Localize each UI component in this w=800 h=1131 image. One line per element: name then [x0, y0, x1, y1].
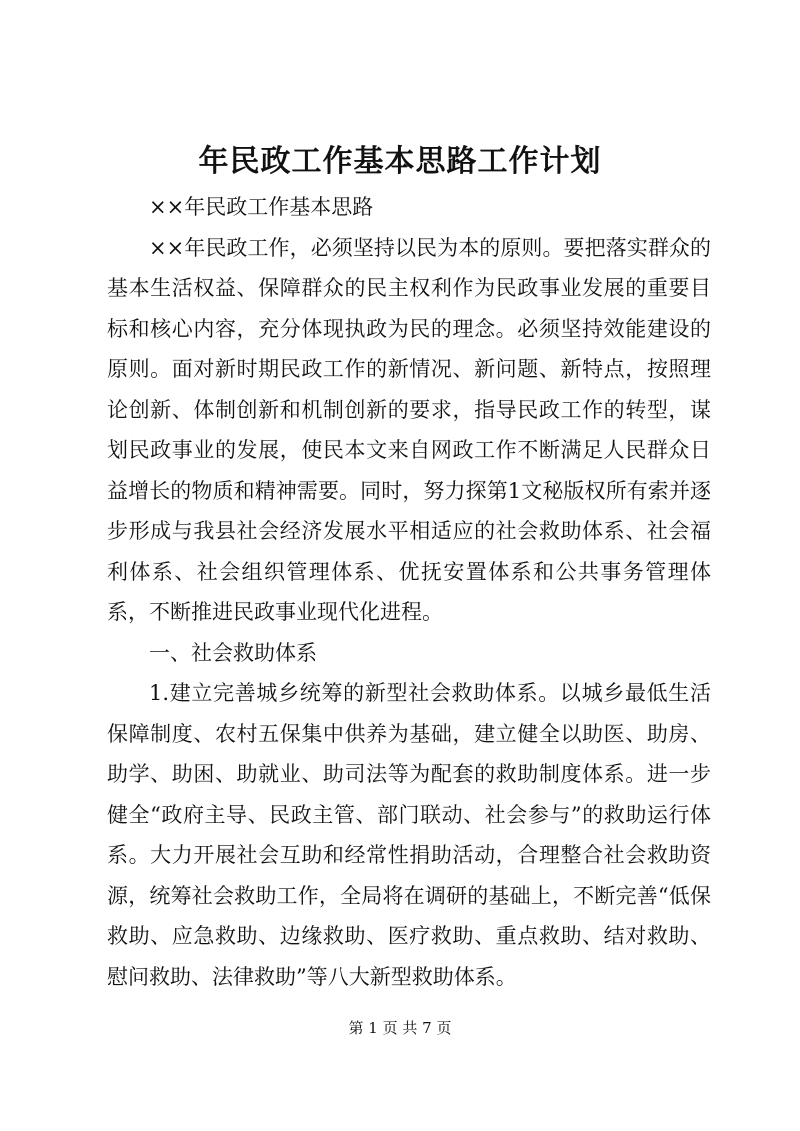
page-number-footer: 第 1 页 共 7 页: [348, 1019, 452, 1037]
document-body: [107, 187, 711, 997]
page-title: 年民政工作基本思路工作计划: [198, 144, 602, 179]
document-subtitle: ××年民政工作基本思路: [149, 195, 374, 219]
section-paragraph: 1.建立完善城乡统筹的新型社会救助体系。以城乡最低生活保障制度、农村五保集中供养为基础，建立健全以助医、助房、助学、助困、助就业、助司法等为配套的救助制度体系。进一步健全“政府主导、民政主管、部门联动、社会参与”的救助运行体系。大力开展社会互助和经常性捐助活动，合理整合社会救助资源，统筹社会救助工作，全局将在调研的基础上，不断完善“低保救助、应急救助、边缘救助、医疗救助、重点救助、结对救助、慰问救助、法律救助”等八大新型救助体系。: [107, 681, 711, 989]
intro-paragraph: ××年民政工作，必须坚持以民为本的原则。要把落实群众的基本生活权益、保障群众的民主权利作为民政事业发展的重要目标和核心内容，充分体现执政为民的理念。必须坚持效能建设的原则。面对新时期民政工作的新情况、新问题、新特点，按照理论创新、体制创新和机制创新的要求，指导民政工作的转型，谋划民政事业的发展，使民本文来自网政工作不断满足人民群众日益增长的物质和精神需要。同时，努力探第1文秘版权所有索并逐步形成与我县社会经济发展水平相适应的社会救助体系、社会福利体系、社会组织管理体系、优抚安置体系和公共事务管理体系，不断推进民政事业现代化进程。: [107, 235, 711, 624]
section-heading: 一、社会救助体系: [149, 640, 317, 665]
